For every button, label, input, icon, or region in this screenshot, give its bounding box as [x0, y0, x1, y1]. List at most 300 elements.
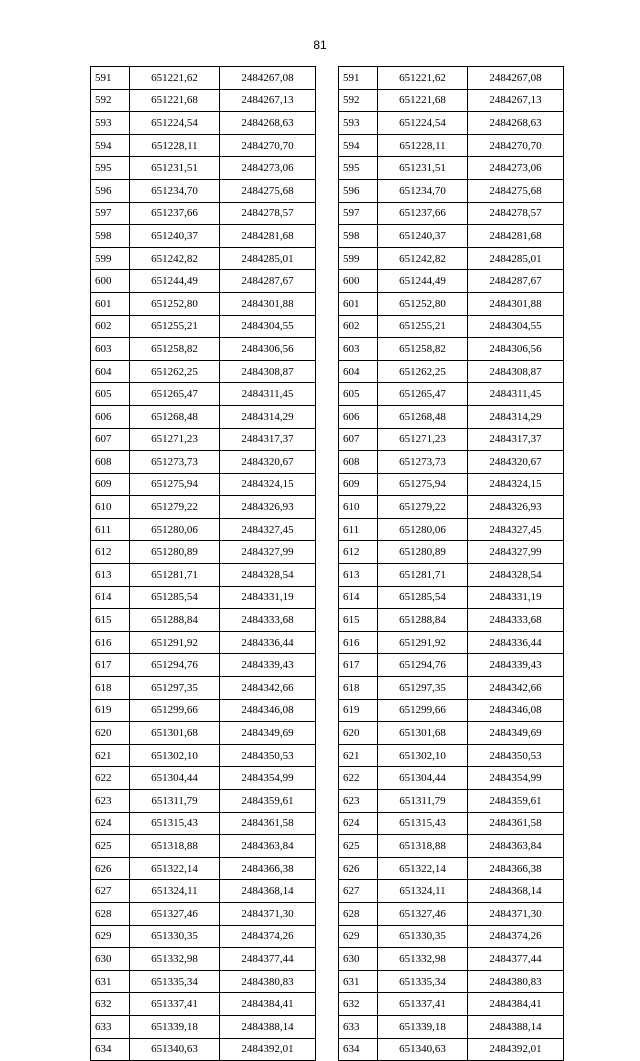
table-row [339, 925, 564, 948]
y-coordinate-cell: 2484326,93 [468, 496, 564, 519]
x-coordinate-cell: 651304,44 [130, 767, 220, 790]
table-row [91, 112, 316, 135]
x-coordinate-cell: 651265,47 [130, 383, 220, 406]
table-row [91, 902, 316, 925]
table-row [339, 405, 564, 428]
point-number-cell: 615 [91, 609, 130, 632]
x-coordinate-cell: 651337,41 [378, 993, 468, 1016]
y-coordinate-cell: 2484308,87 [220, 360, 316, 383]
point-number-cell: 601 [91, 292, 130, 315]
x-coordinate-cell: 651324,11 [378, 880, 468, 903]
table-row [91, 880, 316, 903]
x-coordinate-cell: 651337,41 [130, 993, 220, 1016]
point-number-cell: 631 [91, 970, 130, 993]
point-number-cell: 593 [339, 112, 378, 135]
y-coordinate-cell: 2484285,01 [220, 247, 316, 270]
point-number-cell: 608 [91, 451, 130, 474]
table-row [91, 383, 316, 406]
table-row [91, 631, 316, 654]
x-coordinate-cell: 651340,63 [130, 1038, 220, 1061]
y-coordinate-cell: 2484346,08 [468, 699, 564, 722]
x-coordinate-cell: 651294,76 [378, 654, 468, 677]
table-row [91, 835, 316, 858]
y-coordinate-cell: 2484301,88 [220, 292, 316, 315]
x-coordinate-cell: 651262,25 [130, 360, 220, 383]
y-coordinate-cell: 2484273,06 [468, 157, 564, 180]
point-number-cell: 591 [339, 67, 378, 90]
table-row [339, 247, 564, 270]
point-number-cell: 623 [91, 790, 130, 813]
table-row [91, 677, 316, 700]
x-coordinate-cell: 651228,11 [130, 134, 220, 157]
x-coordinate-cell: 651335,34 [130, 970, 220, 993]
point-number-cell: 605 [91, 383, 130, 406]
table-row [339, 496, 564, 519]
x-coordinate-cell: 651237,66 [378, 202, 468, 225]
point-number-cell: 603 [91, 338, 130, 361]
y-coordinate-cell: 2484333,68 [220, 609, 316, 632]
y-coordinate-cell: 2484361,58 [220, 812, 316, 835]
table-row [339, 970, 564, 993]
y-coordinate-cell: 2484327,45 [468, 518, 564, 541]
table-row [339, 67, 564, 90]
table-row [91, 67, 316, 90]
y-coordinate-cell: 2484314,29 [220, 405, 316, 428]
point-number-cell: 597 [339, 202, 378, 225]
point-number-cell: 603 [339, 338, 378, 361]
point-number-cell: 610 [339, 496, 378, 519]
table-row [339, 383, 564, 406]
x-coordinate-cell: 651288,84 [130, 609, 220, 632]
table-row [91, 1015, 316, 1038]
point-number-cell: 621 [91, 744, 130, 767]
y-coordinate-cell: 2484346,08 [220, 699, 316, 722]
table-row [339, 948, 564, 971]
table-row [91, 722, 316, 745]
table-row [339, 89, 564, 112]
table-row [91, 790, 316, 813]
y-coordinate-cell: 2484267,13 [468, 89, 564, 112]
point-number-cell: 598 [339, 225, 378, 248]
table-row [91, 247, 316, 270]
point-number-cell: 625 [91, 835, 130, 858]
table-row [91, 925, 316, 948]
x-coordinate-cell: 651231,51 [378, 157, 468, 180]
x-coordinate-cell: 651255,21 [378, 315, 468, 338]
point-number-cell: 599 [339, 247, 378, 270]
y-coordinate-cell: 2484270,70 [468, 134, 564, 157]
table-row [339, 609, 564, 632]
point-number-cell: 624 [91, 812, 130, 835]
point-number-cell: 634 [339, 1038, 378, 1061]
point-number-cell: 629 [339, 925, 378, 948]
table-row [339, 338, 564, 361]
x-coordinate-cell: 651224,54 [130, 112, 220, 135]
point-number-cell: 634 [91, 1038, 130, 1061]
x-coordinate-cell: 651279,22 [378, 496, 468, 519]
x-coordinate-cell: 651281,71 [378, 564, 468, 587]
point-number-cell: 628 [91, 902, 130, 925]
x-coordinate-cell: 651327,46 [130, 902, 220, 925]
point-number-cell: 621 [339, 744, 378, 767]
x-coordinate-cell: 651302,10 [378, 744, 468, 767]
y-coordinate-cell: 2484392,01 [468, 1038, 564, 1061]
x-coordinate-cell: 651224,54 [378, 112, 468, 135]
point-number-cell: 619 [91, 699, 130, 722]
point-number-cell: 595 [91, 157, 130, 180]
y-coordinate-cell: 2484304,55 [468, 315, 564, 338]
point-number-cell: 610 [91, 496, 130, 519]
coordinates-table-right [338, 66, 564, 1061]
y-coordinate-cell: 2484267,08 [220, 67, 316, 90]
y-coordinate-cell: 2484384,41 [468, 993, 564, 1016]
table-row [91, 857, 316, 880]
point-number-cell: 622 [91, 767, 130, 790]
y-coordinate-cell: 2484363,84 [468, 835, 564, 858]
table-row [339, 677, 564, 700]
y-coordinate-cell: 2484342,66 [468, 677, 564, 700]
table-row [339, 270, 564, 293]
x-coordinate-cell: 651280,89 [130, 541, 220, 564]
x-coordinate-cell: 651279,22 [130, 496, 220, 519]
point-number-cell: 597 [91, 202, 130, 225]
table-row [339, 451, 564, 474]
x-coordinate-cell: 651288,84 [378, 609, 468, 632]
table-row [91, 292, 316, 315]
x-coordinate-cell: 651262,25 [378, 360, 468, 383]
y-coordinate-cell: 2484366,38 [468, 857, 564, 880]
x-coordinate-cell: 651285,54 [130, 586, 220, 609]
point-number-cell: 605 [339, 383, 378, 406]
x-coordinate-cell: 651280,06 [130, 518, 220, 541]
point-number-cell: 618 [339, 677, 378, 700]
x-coordinate-cell: 651275,94 [378, 473, 468, 496]
table-row [339, 1038, 564, 1061]
y-coordinate-cell: 2484388,14 [220, 1015, 316, 1038]
y-coordinate-cell: 2484320,67 [468, 451, 564, 474]
table-row [339, 857, 564, 880]
point-number-cell: 593 [91, 112, 130, 135]
x-coordinate-cell: 651301,68 [378, 722, 468, 745]
point-number-cell: 600 [91, 270, 130, 293]
y-coordinate-cell: 2484306,56 [220, 338, 316, 361]
point-number-cell: 592 [339, 89, 378, 112]
x-coordinate-cell: 651231,51 [130, 157, 220, 180]
x-coordinate-cell: 651271,23 [130, 428, 220, 451]
point-number-cell: 631 [339, 970, 378, 993]
x-coordinate-cell: 651304,44 [378, 767, 468, 790]
table-row [91, 564, 316, 587]
point-number-cell: 601 [339, 292, 378, 315]
point-number-cell: 625 [339, 835, 378, 858]
table-row [339, 428, 564, 451]
y-coordinate-cell: 2484359,61 [468, 790, 564, 813]
y-coordinate-cell: 2484333,68 [468, 609, 564, 632]
y-coordinate-cell: 2484324,15 [220, 473, 316, 496]
table-row [339, 722, 564, 745]
point-number-cell: 623 [339, 790, 378, 813]
table-row [91, 609, 316, 632]
y-coordinate-cell: 2484275,68 [468, 179, 564, 202]
point-number-cell: 620 [91, 722, 130, 745]
point-number-cell: 614 [339, 586, 378, 609]
table-row [91, 338, 316, 361]
point-number-cell: 627 [339, 880, 378, 903]
x-coordinate-cell: 651299,66 [130, 699, 220, 722]
x-coordinate-cell: 651237,66 [130, 202, 220, 225]
coordinates-table-right-body [339, 67, 564, 1061]
y-coordinate-cell: 2484287,67 [220, 270, 316, 293]
point-number-cell: 607 [339, 428, 378, 451]
table-row [91, 970, 316, 993]
table-row [339, 744, 564, 767]
point-number-cell: 602 [91, 315, 130, 338]
x-coordinate-cell: 651265,47 [378, 383, 468, 406]
y-coordinate-cell: 2484354,99 [220, 767, 316, 790]
table-row [91, 541, 316, 564]
y-coordinate-cell: 2484327,45 [220, 518, 316, 541]
table-row [339, 518, 564, 541]
table-row [339, 157, 564, 180]
table-row [339, 902, 564, 925]
table-row [91, 315, 316, 338]
x-coordinate-cell: 651339,18 [130, 1015, 220, 1038]
point-number-cell: 633 [91, 1015, 130, 1038]
y-coordinate-cell: 2484392,01 [220, 1038, 316, 1061]
table-row [91, 654, 316, 677]
point-number-cell: 627 [91, 880, 130, 903]
table-row [91, 812, 316, 835]
y-coordinate-cell: 2484374,26 [220, 925, 316, 948]
y-coordinate-cell: 2484361,58 [468, 812, 564, 835]
table-row [91, 89, 316, 112]
table-row [339, 473, 564, 496]
point-number-cell: 633 [339, 1015, 378, 1038]
point-number-cell: 595 [339, 157, 378, 180]
y-coordinate-cell: 2484270,70 [220, 134, 316, 157]
y-coordinate-cell: 2484374,26 [468, 925, 564, 948]
point-number-cell: 628 [339, 902, 378, 925]
table-row [339, 112, 564, 135]
table-row [91, 360, 316, 383]
y-coordinate-cell: 2484327,99 [220, 541, 316, 564]
x-coordinate-cell: 651299,66 [378, 699, 468, 722]
point-number-cell: 616 [339, 631, 378, 654]
point-number-cell: 626 [339, 857, 378, 880]
point-number-cell: 604 [339, 360, 378, 383]
table-row [339, 315, 564, 338]
x-coordinate-cell: 651294,76 [130, 654, 220, 677]
table-row [91, 993, 316, 1016]
point-number-cell: 612 [339, 541, 378, 564]
x-coordinate-cell: 651242,82 [378, 247, 468, 270]
y-coordinate-cell: 2484267,08 [468, 67, 564, 90]
y-coordinate-cell: 2484267,13 [220, 89, 316, 112]
y-coordinate-cell: 2484308,87 [468, 360, 564, 383]
x-coordinate-cell: 651315,43 [130, 812, 220, 835]
x-coordinate-cell: 651324,11 [130, 880, 220, 903]
x-coordinate-cell: 651297,35 [130, 677, 220, 700]
point-number-cell: 626 [91, 857, 130, 880]
x-coordinate-cell: 651268,48 [378, 405, 468, 428]
point-number-cell: 596 [339, 179, 378, 202]
y-coordinate-cell: 2484339,43 [468, 654, 564, 677]
y-coordinate-cell: 2484377,44 [220, 948, 316, 971]
y-coordinate-cell: 2484320,67 [220, 451, 316, 474]
x-coordinate-cell: 651318,88 [130, 835, 220, 858]
table-row [91, 586, 316, 609]
table-row [339, 767, 564, 790]
y-coordinate-cell: 2484339,43 [220, 654, 316, 677]
table-row [91, 699, 316, 722]
point-number-cell: 619 [339, 699, 378, 722]
point-number-cell: 615 [339, 609, 378, 632]
table-row [91, 202, 316, 225]
x-coordinate-cell: 651330,35 [130, 925, 220, 948]
x-coordinate-cell: 651322,14 [130, 857, 220, 880]
y-coordinate-cell: 2484268,63 [468, 112, 564, 135]
x-coordinate-cell: 651339,18 [378, 1015, 468, 1038]
y-coordinate-cell: 2484350,53 [220, 744, 316, 767]
x-coordinate-cell: 651273,73 [378, 451, 468, 474]
page-number: 81 [313, 38, 327, 52]
table-row [91, 451, 316, 474]
table-row [91, 428, 316, 451]
table-row [339, 1015, 564, 1038]
point-number-cell: 607 [91, 428, 130, 451]
point-number-cell: 616 [91, 631, 130, 654]
y-coordinate-cell: 2484350,53 [468, 744, 564, 767]
y-coordinate-cell: 2484287,67 [468, 270, 564, 293]
table-row [91, 405, 316, 428]
y-coordinate-cell: 2484314,29 [468, 405, 564, 428]
x-coordinate-cell: 651327,46 [378, 902, 468, 925]
table-row [339, 835, 564, 858]
point-number-cell: 618 [91, 677, 130, 700]
point-number-cell: 611 [91, 518, 130, 541]
point-number-cell: 596 [91, 179, 130, 202]
point-number-cell: 598 [91, 225, 130, 248]
y-coordinate-cell: 2484278,57 [468, 202, 564, 225]
coordinates-table-left [90, 66, 316, 1061]
point-number-cell: 617 [339, 654, 378, 677]
y-coordinate-cell: 2484368,14 [468, 880, 564, 903]
x-coordinate-cell: 651240,37 [378, 225, 468, 248]
point-number-cell: 612 [91, 541, 130, 564]
y-coordinate-cell: 2484275,68 [220, 179, 316, 202]
table-row [91, 496, 316, 519]
point-number-cell: 613 [91, 564, 130, 587]
table-row [339, 699, 564, 722]
x-coordinate-cell: 651330,35 [378, 925, 468, 948]
y-coordinate-cell: 2484354,99 [468, 767, 564, 790]
point-number-cell: 594 [339, 134, 378, 157]
y-coordinate-cell: 2484285,01 [468, 247, 564, 270]
x-coordinate-cell: 651221,62 [130, 67, 220, 90]
point-number-cell: 624 [339, 812, 378, 835]
x-coordinate-cell: 651221,68 [378, 89, 468, 112]
point-number-cell: 604 [91, 360, 130, 383]
table-row [91, 157, 316, 180]
table-row [339, 993, 564, 1016]
table-row [91, 225, 316, 248]
x-coordinate-cell: 651275,94 [130, 473, 220, 496]
y-coordinate-cell: 2484384,41 [220, 993, 316, 1016]
y-coordinate-cell: 2484304,55 [220, 315, 316, 338]
x-coordinate-cell: 651332,98 [378, 948, 468, 971]
y-coordinate-cell: 2484388,14 [468, 1015, 564, 1038]
x-coordinate-cell: 651291,92 [130, 631, 220, 654]
point-number-cell: 620 [339, 722, 378, 745]
x-coordinate-cell: 651242,82 [130, 247, 220, 270]
x-coordinate-cell: 651280,89 [378, 541, 468, 564]
table-row [91, 948, 316, 971]
point-number-cell: 606 [91, 405, 130, 428]
y-coordinate-cell: 2484380,83 [220, 970, 316, 993]
x-coordinate-cell: 651221,62 [378, 67, 468, 90]
coordinates-table-left-body [91, 67, 316, 1061]
y-coordinate-cell: 2484377,44 [468, 948, 564, 971]
x-coordinate-cell: 651311,79 [130, 790, 220, 813]
table-row [91, 1038, 316, 1061]
x-coordinate-cell: 651340,63 [378, 1038, 468, 1061]
table-row [91, 134, 316, 157]
y-coordinate-cell: 2484336,44 [468, 631, 564, 654]
point-number-cell: 592 [91, 89, 130, 112]
y-coordinate-cell: 2484349,69 [220, 722, 316, 745]
x-coordinate-cell: 651271,23 [378, 428, 468, 451]
x-coordinate-cell: 651252,80 [378, 292, 468, 315]
y-coordinate-cell: 2484371,30 [468, 902, 564, 925]
table-row [91, 270, 316, 293]
y-coordinate-cell: 2484268,63 [220, 112, 316, 135]
x-coordinate-cell: 651273,73 [130, 451, 220, 474]
y-coordinate-cell: 2484328,54 [220, 564, 316, 587]
point-number-cell: 614 [91, 586, 130, 609]
y-coordinate-cell: 2484324,15 [468, 473, 564, 496]
x-coordinate-cell: 651291,92 [378, 631, 468, 654]
x-coordinate-cell: 651252,80 [130, 292, 220, 315]
x-coordinate-cell: 651221,68 [130, 89, 220, 112]
y-coordinate-cell: 2484317,37 [468, 428, 564, 451]
x-coordinate-cell: 651240,37 [130, 225, 220, 248]
table-row [91, 767, 316, 790]
point-number-cell: 609 [339, 473, 378, 496]
table-row [339, 202, 564, 225]
table-row [339, 654, 564, 677]
y-coordinate-cell: 2484311,45 [468, 383, 564, 406]
x-coordinate-cell: 651318,88 [378, 835, 468, 858]
y-coordinate-cell: 2484349,69 [468, 722, 564, 745]
x-coordinate-cell: 651234,70 [130, 179, 220, 202]
x-coordinate-cell: 651315,43 [378, 812, 468, 835]
x-coordinate-cell: 651311,79 [378, 790, 468, 813]
point-number-cell: 602 [339, 315, 378, 338]
table-row [339, 586, 564, 609]
point-number-cell: 632 [339, 993, 378, 1016]
point-number-cell: 611 [339, 518, 378, 541]
point-number-cell: 594 [91, 134, 130, 157]
y-coordinate-cell: 2484331,19 [468, 586, 564, 609]
table-row [339, 225, 564, 248]
table-row [339, 179, 564, 202]
point-number-cell: 622 [339, 767, 378, 790]
y-coordinate-cell: 2484368,14 [220, 880, 316, 903]
x-coordinate-cell: 651255,21 [130, 315, 220, 338]
table-row [339, 564, 564, 587]
y-coordinate-cell: 2484363,84 [220, 835, 316, 858]
table-row [91, 179, 316, 202]
